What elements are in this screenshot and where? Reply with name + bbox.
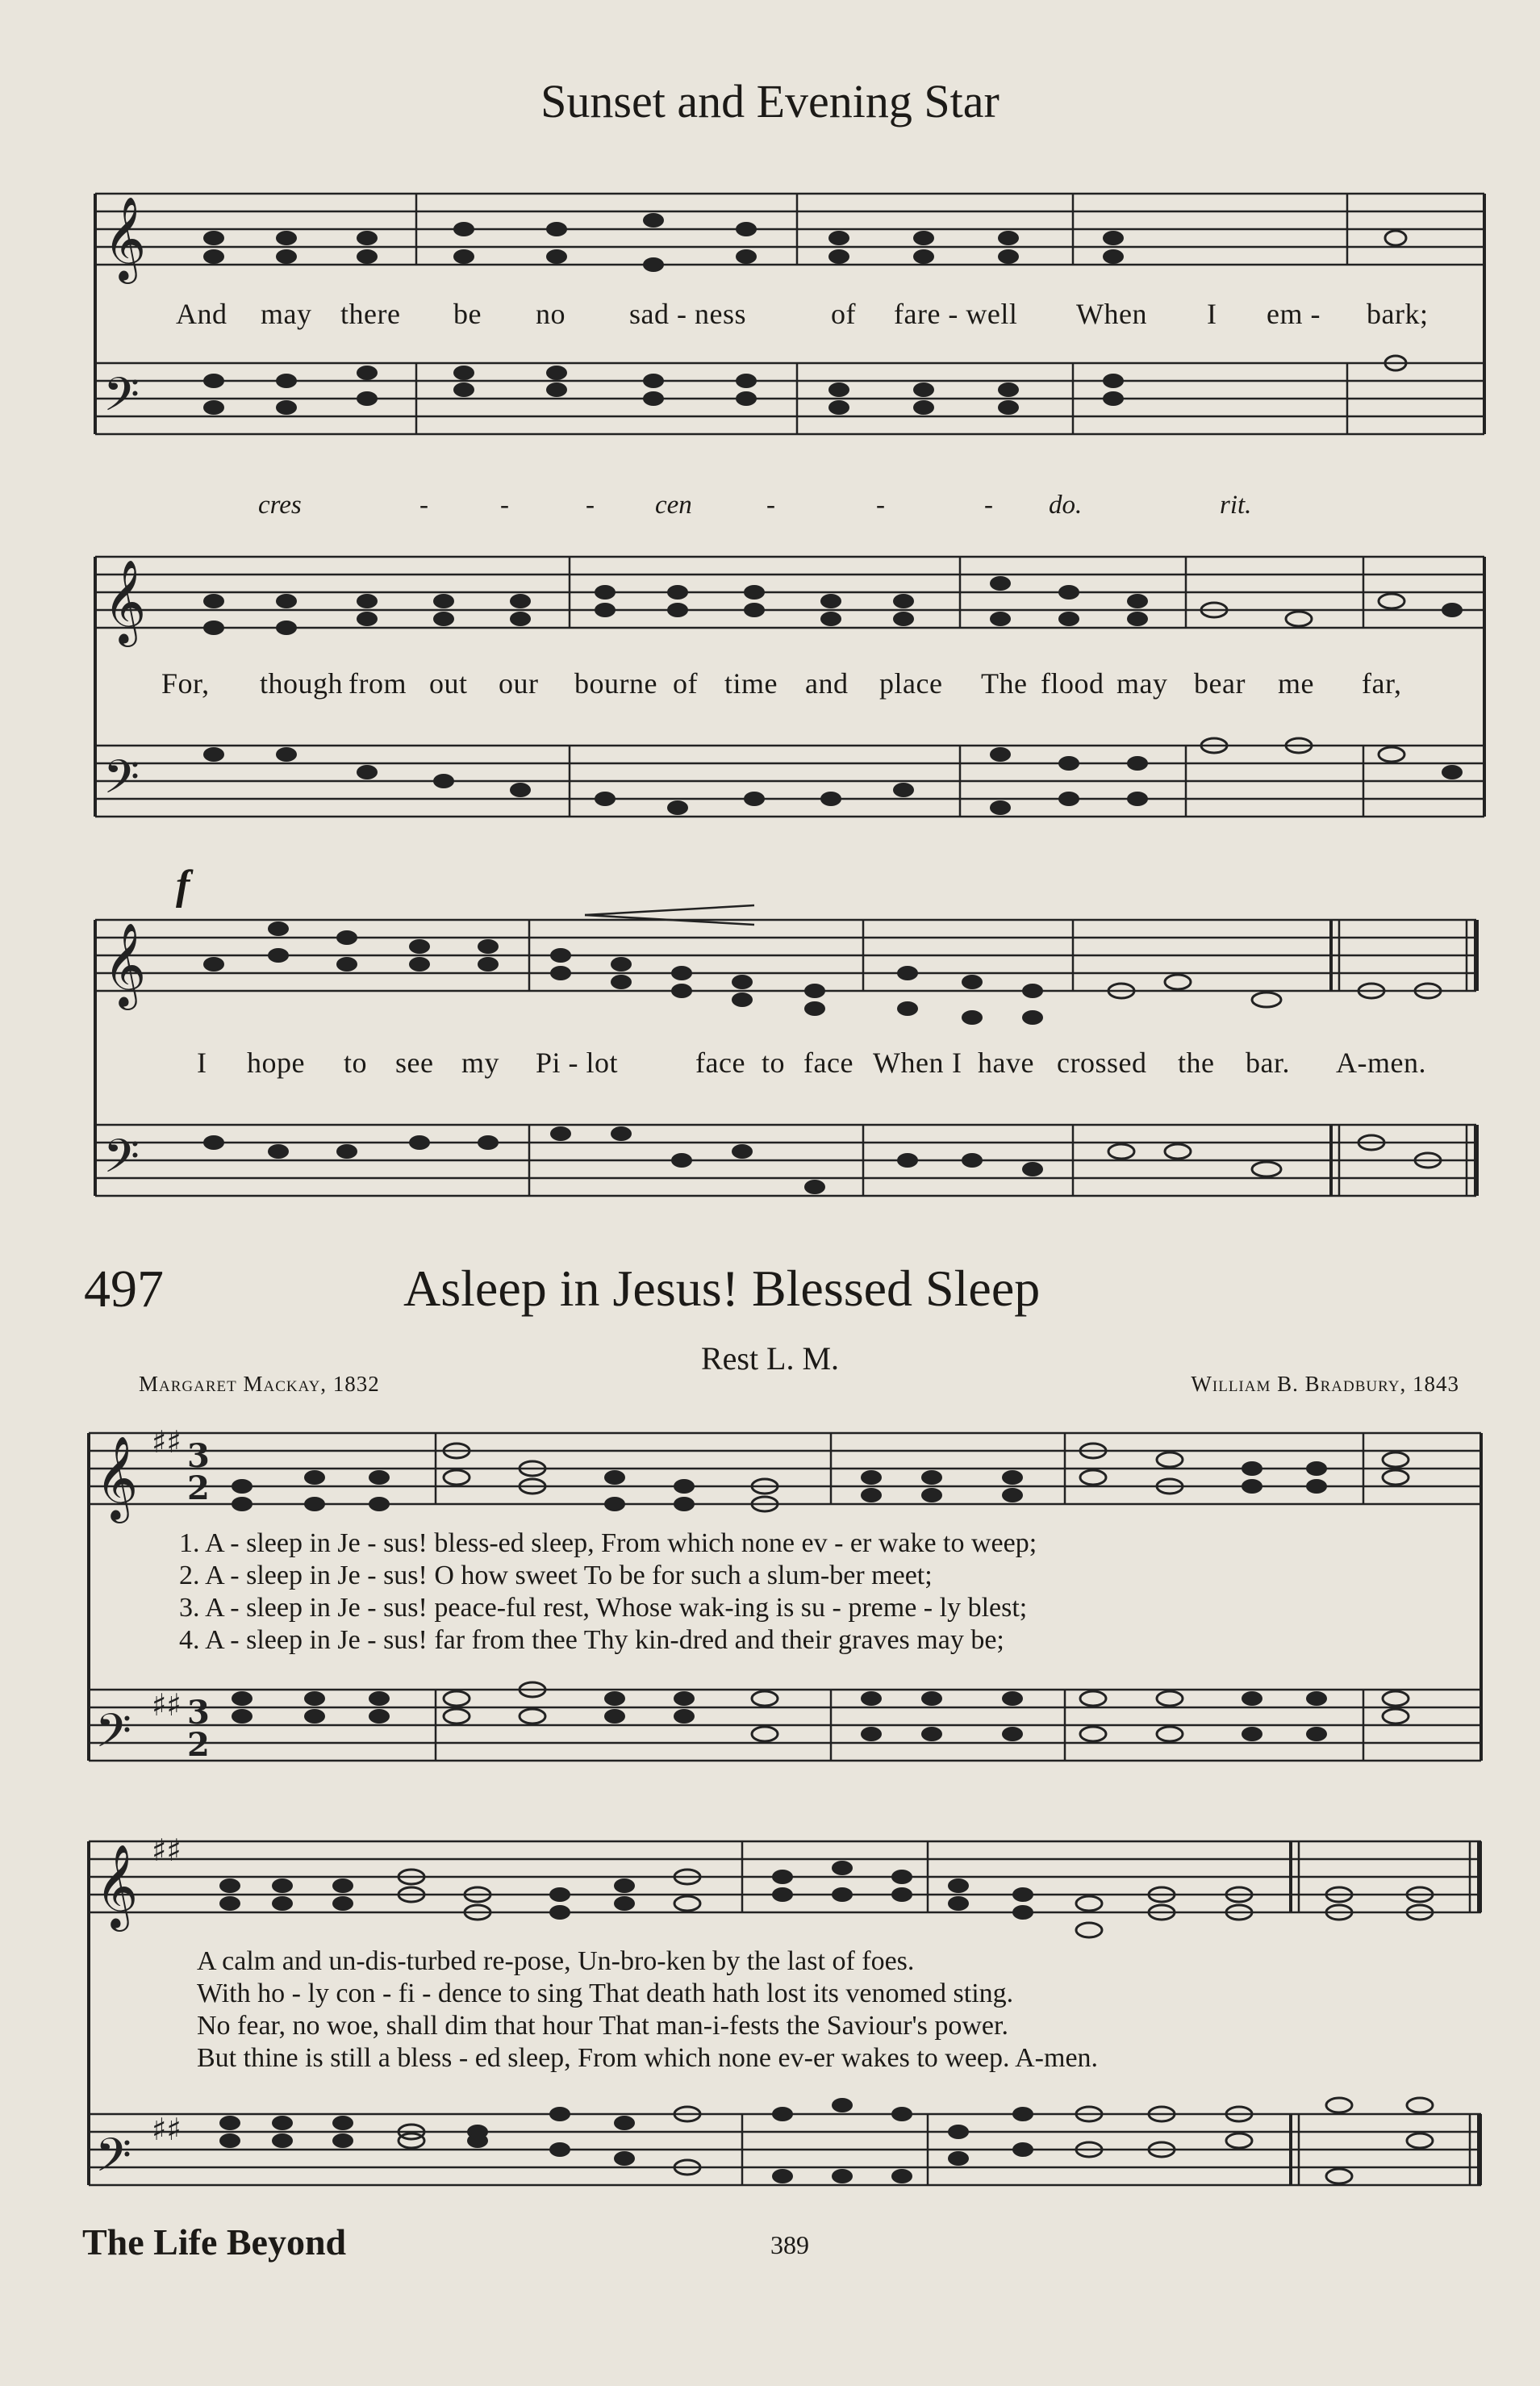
lyric-syllable: though [260,667,344,700]
hymn-number: 497 [84,1260,164,1318]
verse-3-line-2: No fear, no woe, shall dim that hour That man-i-fests the Saviour's power. [197,2011,1008,2041]
dynamic-forte: f [176,863,190,909]
tune-name: Rest L. M. [700,1340,840,1377]
lyric-syllable: see [395,1047,434,1079]
lyric-syllable: have [978,1047,1034,1079]
verse-3-line-1: 3. A - sleep in Je - sus! peace-ful rest, Whose wak-ing is su - preme - ly blest; [179,1593,1028,1623]
composer-credit: William B. Bradbury, 1843 [1191,1372,1459,1396]
svg-text:2: 2 [187,1469,210,1507]
svg-text:𝄢: 𝄢 [103,750,140,816]
lyric-syllable: of [673,667,698,700]
dynamic-mark: cres [258,491,302,520]
svg-text:𝄞: 𝄞 [103,196,147,281]
lyric-syllable: bourne [574,667,657,700]
verse-4-line-2: But thine is still a bless - ed sleep, From which none ev-er wakes to weep. A-men. [197,2043,1099,2073]
svg-text:𝄞: 𝄞 [95,1435,139,1520]
lyric-syllable: And [176,298,227,330]
page-number: 389 [770,2230,809,2259]
lyric-syllable: to [344,1047,368,1079]
svg-text:♯♯: ♯♯ [152,1832,182,1868]
dynamic-mark: - [586,491,595,520]
svg-text:𝄞: 𝄞 [95,1844,139,1928]
lyric-syllable: out [429,667,468,700]
lyric-syllable: far, [1362,667,1402,700]
lyric-syllable: time [724,667,778,700]
verse-2-line-1: 2. A - sleep in Je - sus! O how sweet To be for such a slum-ber meet; [179,1561,933,1590]
lyric-syllable: to [762,1047,786,1079]
lyric-syllable: The [981,667,1028,700]
dynamic-mark: - [419,491,428,520]
svg-text:3: 3 [187,1437,210,1475]
lyric-syllable: from [348,667,407,700]
dynamic-mark: do. [1049,491,1083,520]
music-system-497-2 [0,1812,1540,2208]
verse-2-line-2: With ho - ly con - fi - dence to sing That death hath lost its venomed sting. [197,1979,1014,2008]
svg-text:𝄞: 𝄞 [103,922,147,1007]
lyric-syllable: I [1207,298,1217,330]
verse-1-line-1: 1. A - sleep in Je - sus! bless-ed sleep, From which none ev - er wake to weep; [179,1528,1037,1558]
dynamic-mark: - [876,491,885,520]
dynamic-mark: - [766,491,775,520]
dynamic-mark: - [984,491,993,520]
hymn-title-bottom: Asleep in Jesus! Blessed Sleep [403,1260,1041,1317]
lyric-syllable: my [461,1047,500,1079]
lyric-syllable: of [831,298,856,330]
lyric-syllable: be [453,298,482,330]
verse-1-line-2: A calm and un-dis-turbed re-pose, Un-bro-ken by the last of foes. [197,1946,915,1976]
lyric-syllable: there [340,298,401,330]
lyric-syllable: A-men. [1336,1047,1426,1079]
svg-text:𝄢: 𝄢 [95,2128,132,2194]
lyric-syllable: flood [1041,667,1104,700]
lyric-syllable: the [1178,1047,1215,1079]
lyric-syllable: no [536,298,566,330]
svg-text:3: 3 [187,1694,210,1732]
svg-text:𝄞: 𝄞 [103,559,147,644]
hymn-title-top: Sunset and Evening Star [540,75,1000,127]
lyric-syllable: face [695,1047,745,1079]
dynamic-mark: - [500,491,509,520]
lyric-syllable: When [873,1047,944,1079]
lyric-syllable: sad - ness [629,298,746,330]
lyric-syllable: em - [1267,298,1321,330]
lyric-syllable: I [197,1047,207,1079]
lyric-syllable: For, [161,667,210,700]
svg-text:♯♯: ♯♯ [152,2112,182,2147]
lyric-syllable: I [952,1047,962,1079]
lyric-syllable: bark; [1367,298,1429,330]
lyric-syllable: bar. [1246,1047,1290,1079]
lyric-syllable: hope [247,1047,305,1079]
lyric-syllable: may [1116,667,1168,700]
lyric-syllable: Pi - lot [536,1047,619,1079]
dynamic-mark: rit. [1220,491,1252,520]
lyric-syllable: crossed [1057,1047,1147,1079]
lyric-syllable: our [499,667,539,700]
svg-text:♯♯: ♯♯ [152,1687,182,1723]
dynamic-mark: cen [655,491,692,520]
lyric-syllable: me [1278,667,1314,700]
lyric-syllable: bear [1194,667,1246,700]
lyric-syllable: may [261,298,312,330]
svg-text:2: 2 [187,1726,210,1764]
lyric-syllable: place [879,667,943,700]
svg-text:𝄢: 𝄢 [103,1129,140,1195]
svg-text:𝄢: 𝄢 [103,367,140,433]
lyric-syllable: fare - well [894,298,1018,330]
lyric-syllable: and [805,667,849,700]
svg-text:♯♯: ♯♯ [152,1424,182,1460]
author-credit: Margaret Mackay, 1832 [139,1372,380,1396]
section-title: The Life Beyond [82,2221,347,2263]
svg-text:𝄢: 𝄢 [95,1703,132,1770]
lyric-syllable: When [1076,298,1147,330]
verse-4-line-1: 4. A - sleep in Je - sus! far from thee Thy kin-dred and their graves may be; [179,1625,1004,1655]
lyric-syllable: face [803,1047,853,1079]
